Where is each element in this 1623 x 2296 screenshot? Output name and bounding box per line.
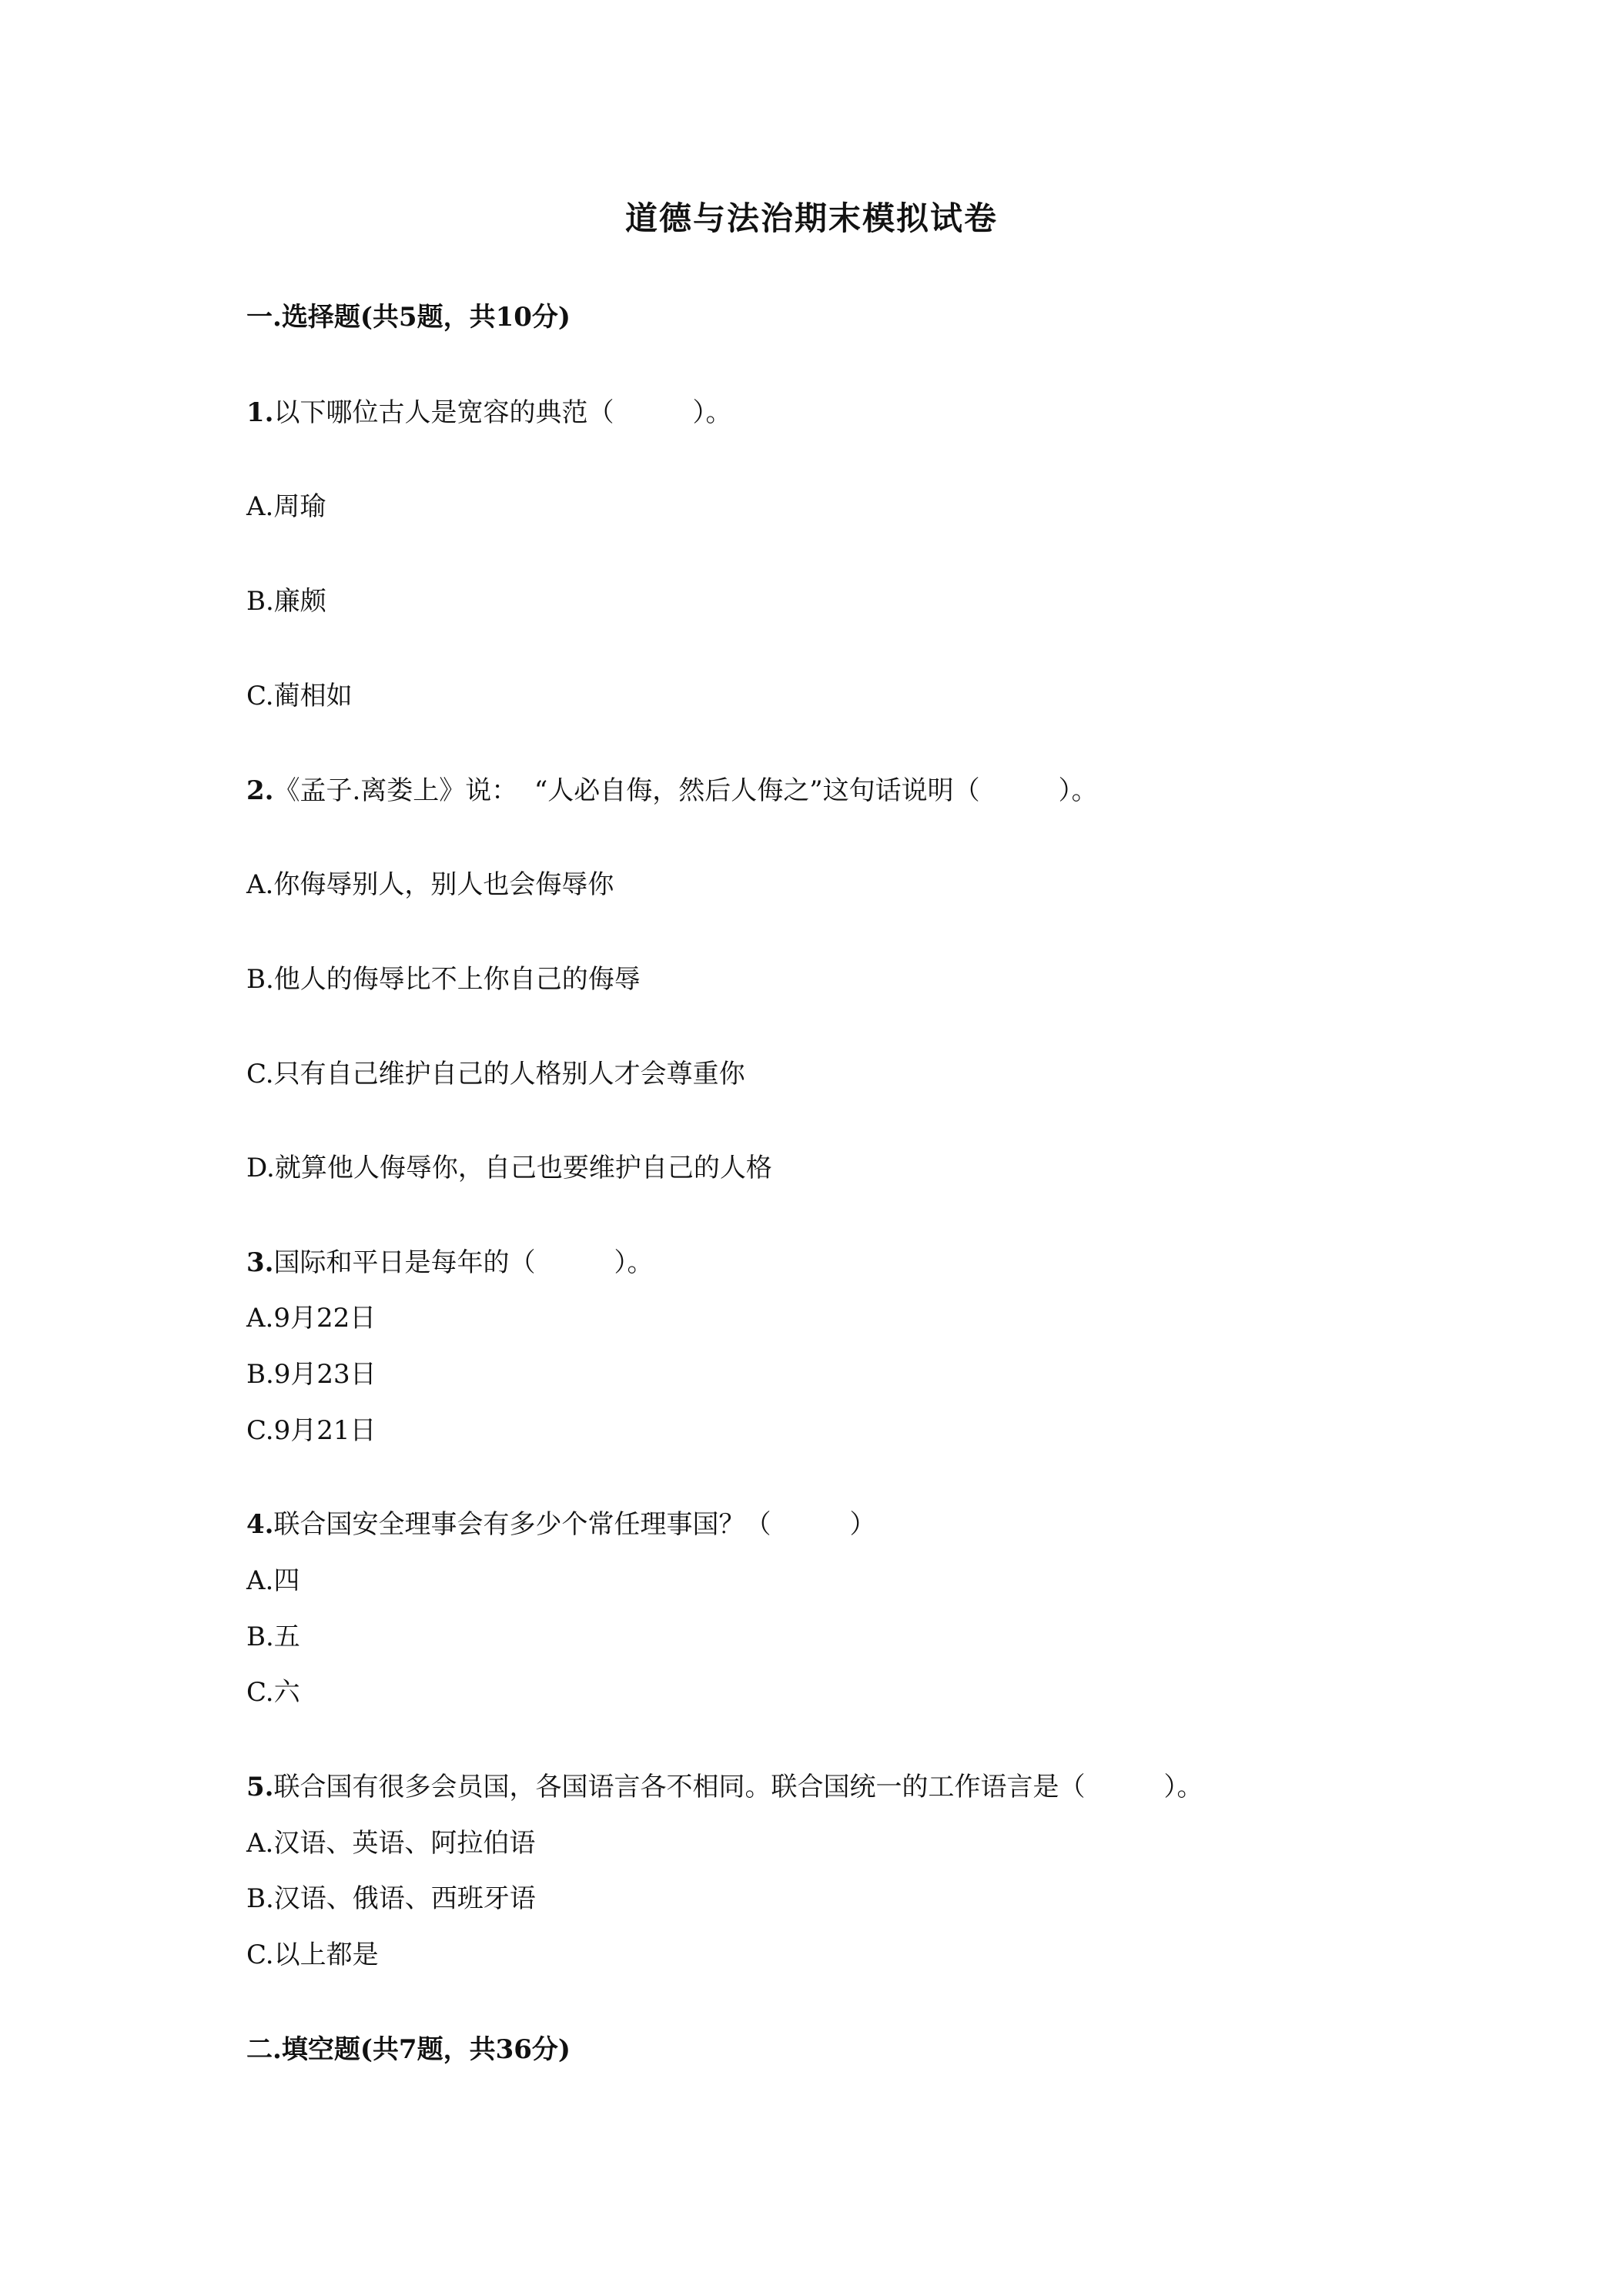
question-number: 4.: [246, 1509, 274, 1540]
question-number: 2.: [246, 775, 274, 806]
question-text: 联合国安全理事会有多少个常任理事国？（ ）: [273, 1509, 876, 1540]
option-3b: B.9月23日: [246, 1359, 376, 1390]
option-5c: C.以上都是: [246, 1940, 379, 1970]
question-5: [246, 1770, 1203, 1804]
section-heading-choice: 一.选择题(共5题，共10分): [246, 302, 571, 333]
option-4c: C.六: [246, 1677, 300, 1708]
option-3c: C.9月21日: [246, 1415, 376, 1446]
question-3: [246, 1246, 654, 1280]
option-4a: A.四: [246, 1565, 300, 1596]
question-number: 5.: [246, 1772, 274, 1802]
option-1c: C.蔺相如: [246, 681, 353, 711]
question-text: 《孟子.离娄上》说： “人必自侮，然后人侮之”这句话说明（ ）。: [273, 775, 1098, 806]
question-1: [246, 396, 732, 430]
option-1b: B.廉颇: [246, 586, 326, 617]
question-4: [246, 1508, 876, 1541]
option-2d: D.就算他人侮辱你，自己也要维护自己的人格: [246, 1153, 772, 1183]
option-2b: B.他人的侮辱比不上你自己的侮辱: [246, 964, 641, 995]
option-2a: A.你侮辱别人，别人也会侮辱你: [246, 869, 614, 900]
option-3a: A.9月22日: [246, 1303, 376, 1334]
section-heading-fill: 二.填空题(共7题，共36分): [246, 2034, 571, 2065]
option-1a: A.周瑜: [246, 491, 326, 522]
question-number: 1.: [246, 397, 274, 428]
option-5a: A.汉语、英语、阿拉伯语: [246, 1828, 536, 1859]
question-2: [246, 774, 1098, 808]
option-5b: B.汉语、俄语、西班牙语: [246, 1883, 536, 1914]
exam-title: 道德与法治期末模拟试卷: [624, 199, 998, 237]
option-4b: B.五: [246, 1622, 300, 1652]
question-text: 联合国有很多会员国，各国语言各不相同。联合国统一的工作语言是（ ）。: [273, 1772, 1203, 1802]
question-text: 以下哪位古人是宽容的典范（ ）。: [273, 397, 732, 428]
option-2c: C.只有自己维护自己的人格别人才会尊重你: [246, 1059, 745, 1089]
question-number: 3.: [246, 1247, 274, 1278]
question-text: 国际和平日是每年的（ ）。: [273, 1247, 654, 1278]
